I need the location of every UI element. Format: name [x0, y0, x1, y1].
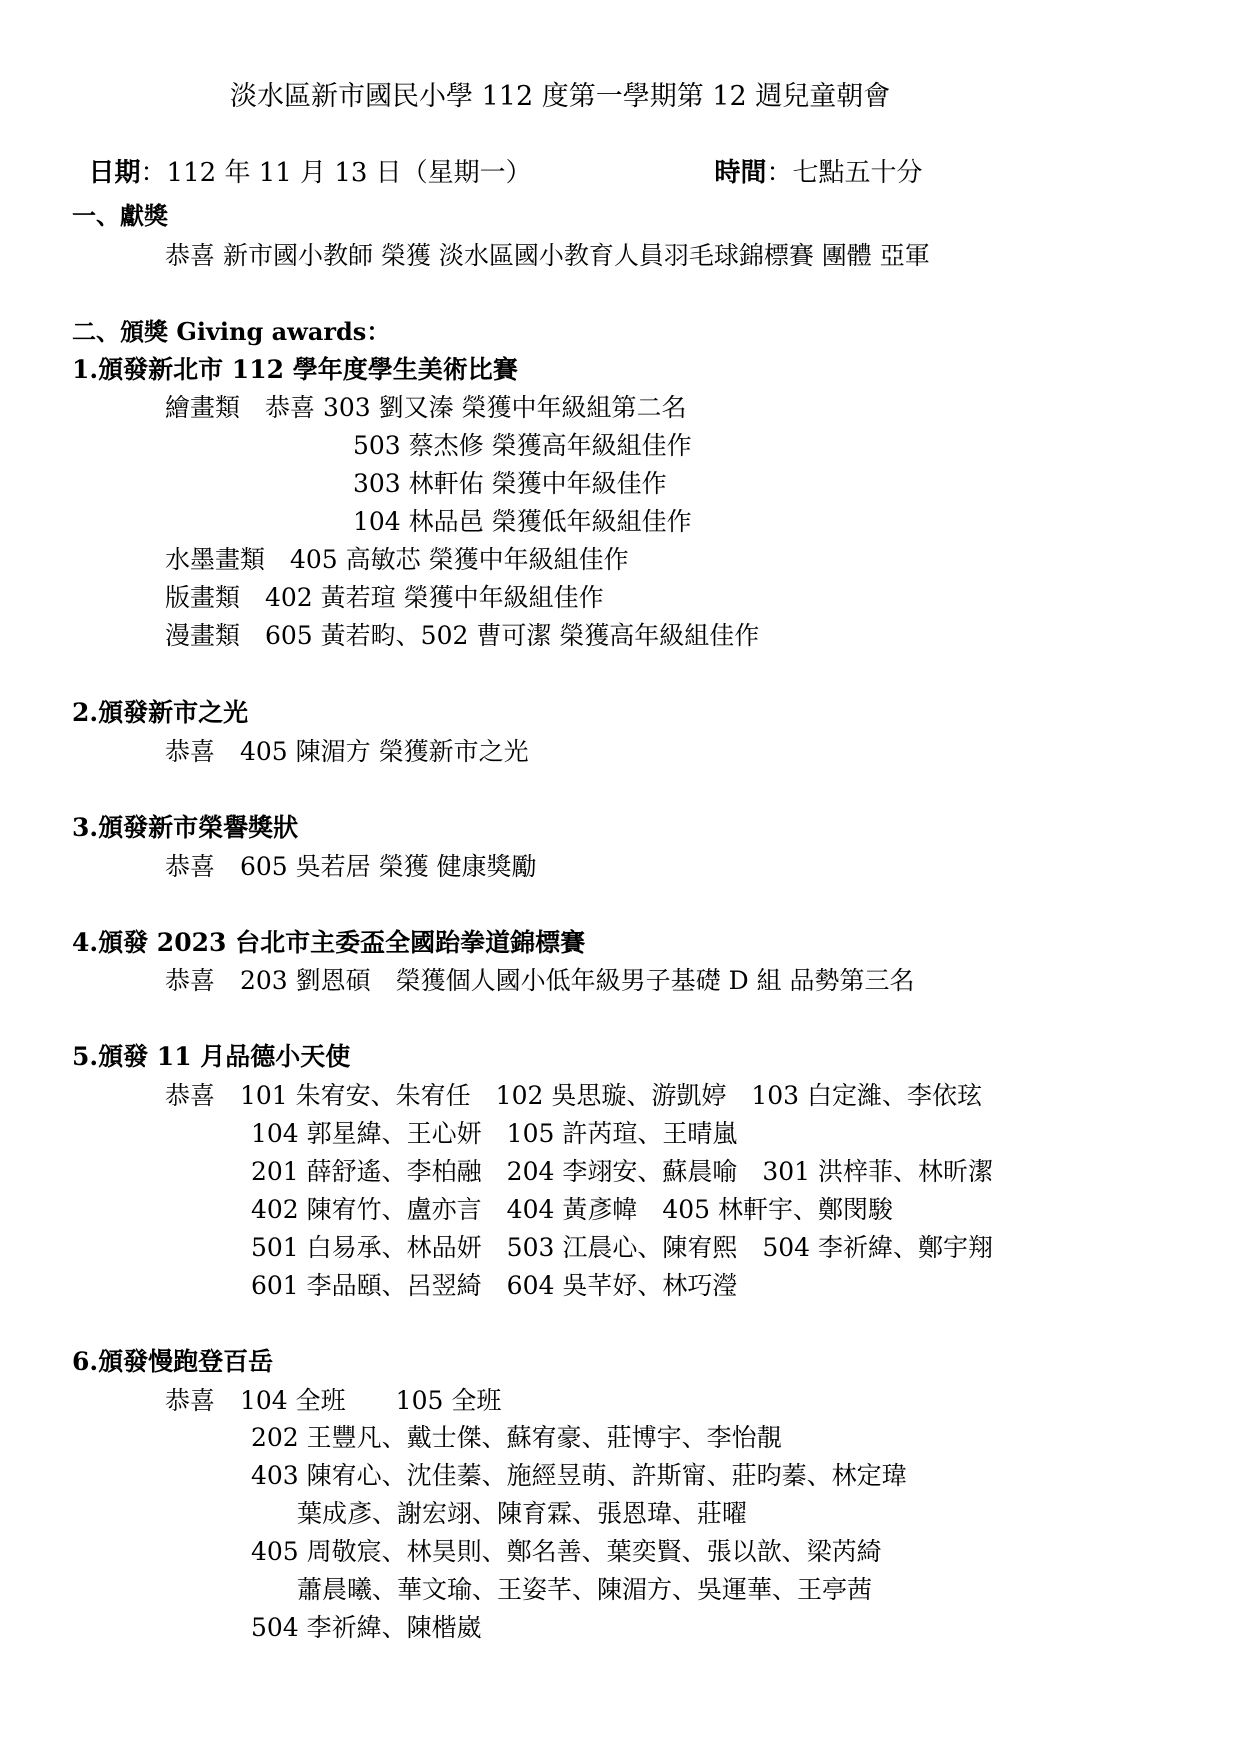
item4-line: 恭喜 203 劉恩碩 榮獲個人國小低年級男子基礎 D 組 品勢第三名 — [165, 966, 915, 995]
date-line — [72, 122, 532, 188]
item3-line: 恭喜 605 吳若居 榮獲 健康獎勵 — [165, 852, 537, 881]
page-title: 淡水區新市國民小學 112 度第一學期第 12 週兒童朝會 — [230, 81, 891, 112]
section2-heading: 二、頒獎 Giving awards： — [72, 317, 391, 346]
item1-line: 繪畫類 恭喜 303 劉又溱 榮獲中年級組第二名 — [165, 393, 687, 422]
item5-line: 501 白易承、林品妍 503 江晨心、陳宥熙 504 李祈緯、鄭宇翔 — [251, 1233, 993, 1262]
item5-line: 601 李品頤、呂翌綺 604 吳芊妤、林巧瀅 — [251, 1271, 738, 1300]
item4-heading: 4.頒發 2023 台北市主委盃全國跆拳道錦標賽 — [72, 928, 586, 957]
item3-heading: 3.頒發新市榮譽獎狀 — [72, 813, 299, 842]
time-value: ：七點五十分 — [766, 158, 923, 188]
item6-line: 恭喜 104 全班 105 全班 — [165, 1386, 502, 1415]
item1-line: 104 林品邑 榮獲低年級組佳作 — [353, 507, 692, 536]
item6-line: 葉成彥、謝宏翊、陳育霖、張恩瑋、莊曜 — [297, 1499, 748, 1528]
item1-line: 漫畫類 605 黃若畇、502 曹可潔 榮獲高年級組佳作 — [165, 621, 760, 650]
item5-heading: 5.頒發 11 月品德小天使 — [72, 1042, 351, 1071]
item5-line: 104 郭星緯、王心妍 105 許芮瑄、王晴嵐 — [251, 1119, 738, 1148]
item6-heading: 6.頒發慢跑登百岳 — [72, 1347, 274, 1376]
item5-line: 恭喜 101 朱宥安、朱宥任 102 吳思璇、游凱婷 103 白定濰、李依玹 — [165, 1081, 982, 1110]
time-label: 時間 — [714, 158, 767, 188]
section1-heading: 一、獻獎 — [72, 201, 168, 230]
item1-line: 版畫類 402 黃若瑄 榮獲中年級組佳作 — [165, 583, 604, 612]
item1-line: 303 林軒佑 榮獲中年級佳作 — [353, 469, 667, 498]
section1-line: 恭喜 新市國小教師 榮獲 淡水區國小教育人員羽毛球錦標賽 團體 亞軍 — [165, 241, 930, 270]
item6-line: 蕭晨曦、華文瑜、王姿芊、陳湄方、吳運華、王亭茜 — [297, 1575, 873, 1604]
item5-line: 201 薛舒遙、李柏融 204 李翊安、蘇晨喻 301 洪梓菲、林昕潔 — [251, 1157, 993, 1186]
item2-heading: 2.頒發新市之光 — [72, 698, 249, 727]
item6-line: 504 李祈緯、陳楷崴 — [251, 1613, 482, 1642]
date-value: ：112 年 11 月 13 日（星期一） — [140, 158, 532, 188]
time-line — [698, 122, 923, 188]
item6-line: 202 王豐凡、戴士傑、蘇宥豪、莊博宇、李怡靚 — [251, 1423, 782, 1452]
item5-line: 402 陳宥竹、盧亦言 404 黃彥幃 405 林軒宇、鄭閔駿 — [251, 1195, 893, 1224]
item1-line: 水墨畫類 405 高敏芯 榮獲中年級組佳作 — [165, 545, 629, 574]
item6-line: 403 陳宥心、沈佳蓁、施經昱萌、許斯甯、莊昀蓁、林定瑋 — [251, 1461, 907, 1490]
item1-heading: 1.頒發新北市 112 學年度學生美術比賽 — [72, 355, 518, 384]
date-label: 日期 — [88, 158, 141, 188]
item1-line: 503 蔡杰修 榮獲高年級組佳作 — [353, 431, 692, 460]
item2-line: 恭喜 405 陳湄方 榮獲新市之光 — [165, 737, 529, 766]
item6-line: 405 周敬宸、林昊則、鄭名善、葉奕賢、張以歆、梁芮綺 — [251, 1537, 882, 1566]
